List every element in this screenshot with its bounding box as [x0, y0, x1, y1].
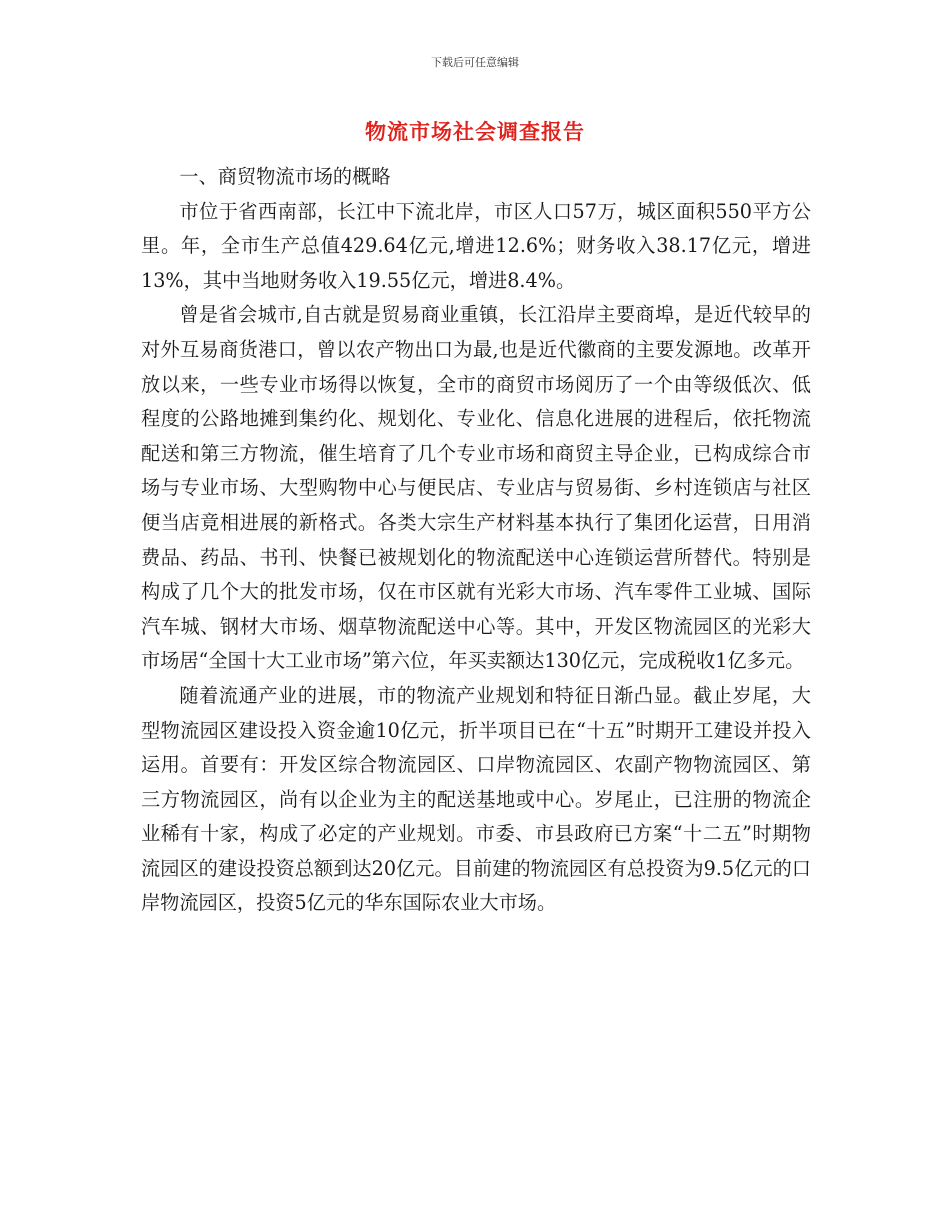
paragraph-history: 曾是省会城市,自古就是贸易商业重镇，长江沿岸主要商埠，是近代较早的对外互易商货港口，曾以农产物出口为最,也是近代徽商的主要发源地。改革开放以来，一些专业市场得以恢复，全市的商贸市场阅历了一个由等级低次、低程度的公路地摊到集约化、规划化、专业化、信息化进展的进程后，依托物流配送和第三方物流，催生培育了几个专业市场和商贸主导企业，已构成综合市场与专业市场、大型购物中心与便民店、专业店与贸易街、乡村连锁店与社区便当店竟相进展的新格式。各类大宗生产材料基本执行了集团化运营，日用消费品、药品、书刊、快餐已被规划化的物流配送中心连锁运营所替代。特别是构成了几个大的批发市场，仅在市区就有光彩大市场、汽车零件工业城、国际汽车城、钢材大市场、烟草物流配送中心等。其中，开发区物流园区的光彩大市场居“全国十大工业市场”第六位，年买卖额达130亿元，完成税收1亿多元。 [141, 303, 811, 673]
header-note: 下载后可任意编辑 [431, 56, 519, 69]
document-body [141, 160, 811, 921]
section-heading: 一、商贸物流市场的概略 [179, 165, 391, 188]
document-title: 物流市场社会调查报告 [365, 120, 585, 144]
paragraph-overview: 市位于省西南部，长江中下流北岸，市区人口57万，城区面积550平方公里。年，全市生产总值429.64亿元,增进12.6%；财务收入38.17亿元，增进13%，其中当地财务收入19.55亿元，增进8.4%。 [141, 199, 811, 292]
paragraph-development: 随着流通产业的进展，市的物流产业规划和特征日渐凸显。截止岁尾，大型物流园区建设投入资金逾10亿元，折半项目已在“十五”时期开工建设并投入运用。首要有：开发区综合物流园区、口岸物流园区、农副产物物流园区、第三方物流园区，尚有以企业为主的配送基地或中心。岁尾止，已注册的物流企业稀有十家，构成了必定的产业规划。市委、市县政府已方案“十二五”时期物流园区的建设投资总额到达20亿元。目前建的物流园区有总投资为9.5亿元的口岸物流园区，投资5亿元的华东国际农业大市场。 [141, 683, 811, 915]
